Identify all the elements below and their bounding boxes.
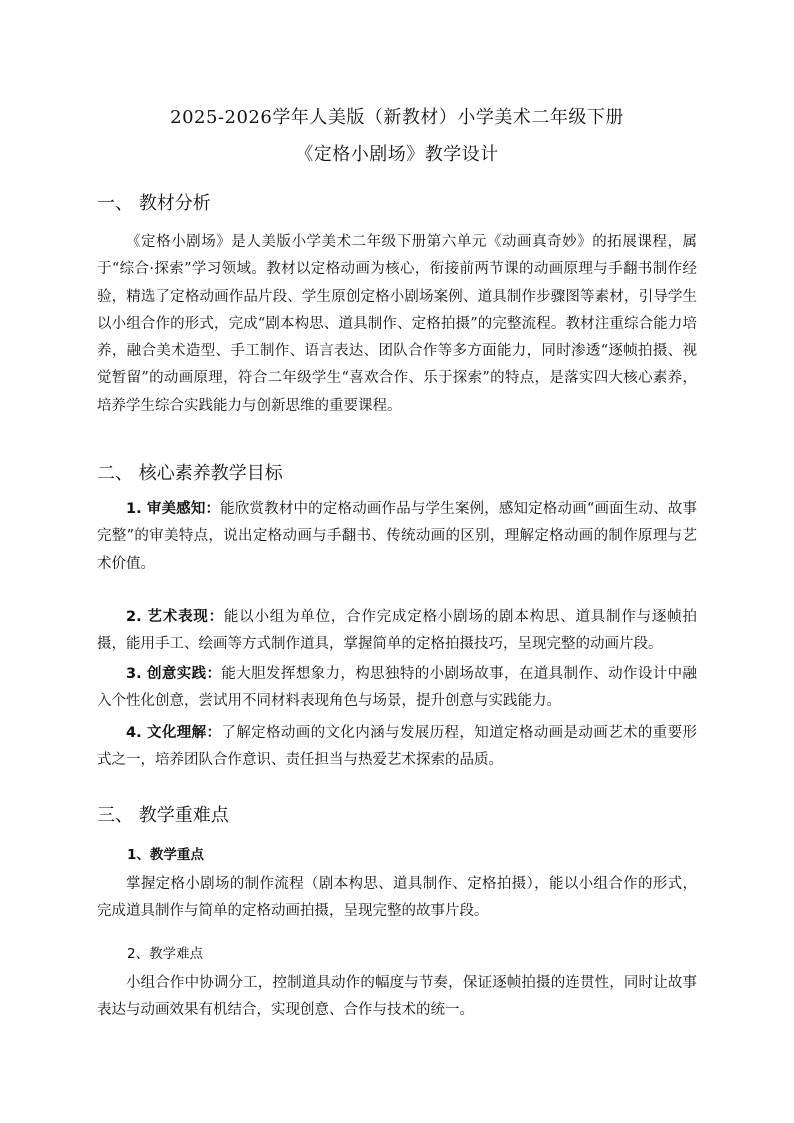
goal-culture	[97, 720, 697, 775]
goal-expression	[97, 604, 697, 659]
difficulty-text: 小组合作中协调分工，控制道具动作的幅度与节奏，保证逐帧拍摄的连贯性，同时让故事表达与动画效果有机结合，实现创意、合作与技术的统一。	[97, 975, 697, 1019]
goal-text: 了解定格动画的文化内涵与发展历程，知道定格动画是动画艺术的重要形式之一，培养团队合作意识、责任担当与热爱艺术探索的品质。	[97, 725, 697, 769]
goal-label: 2. 艺术表现：	[126, 609, 224, 625]
goal-label: 1. 审美感知：	[126, 501, 221, 517]
section1-paragraph: 《定格小剧场》是人美版小学美术二年级下册第六单元《动画真奇妙》的拓展课程，属于“综合·探索”学习领域。教材以定格动画为核心，衔接前两节课的动画原理与手翻书制作经验，精选了定格动画作品片段、学生原创定格小剧场案例、道具制作步骤图等素材，引导学生以小组合作的形式，完成“剧本构思、道具制作、定格拍摄”的完整流程。教材注重综合能力培养，融合美术造型、手工制作、语言表达、团队合作等多方面能力，同时渗透“逐帧拍摄、视觉暂留”的动画原理，符合二年级学生“喜欢合作、乐于探索”的特点，是落实四大核心素养，培养学生综合实践能力与创新思维的重要课程。	[97, 234, 697, 414]
goal-label: 3. 创意实践：	[126, 666, 222, 682]
key-point-heading: 1、教学重点	[127, 847, 204, 863]
section1-heading: 一、 教材分析	[97, 193, 211, 214]
section2-heading: 二、 核心素养教学目标	[97, 463, 283, 484]
goal-label: 4. 文化理解：	[126, 725, 222, 741]
goal-text: 能大胆发挥想象力，构思独特的小剧场故事，在道具制作、动作设计中融入个性化创意，尝试用不同材料表现角色与场景，提升创意与实践能力。	[97, 666, 697, 710]
goal-text: 能欣赏教材中的定格动画作品与学生案例，感知定格动画“画面生动、故事完整”的审美特点，说出定格动画与手翻书、传统动画的区别，理解定格动画的制作原理与艺术价值。	[97, 501, 697, 572]
section3-heading: 三、 教学重难点	[97, 805, 229, 826]
difficulty-heading: 2、教学难点	[127, 946, 204, 962]
goal-text: 能以小组为单位，合作完成定格小剧场的剧本构思、道具制作与逐帧拍摄，能用手工、绘画等方式制作道具，掌握简单的定格拍摄技巧，呈现完整的动画片段。	[97, 609, 697, 653]
document-title-line2: 《定格小剧场》教学设计	[295, 144, 499, 165]
goal-creativity	[97, 661, 697, 716]
document-title-line1: 2025-2026学年人美版（新教材）小学美术二年级下册	[170, 107, 624, 128]
key-point-text: 掌握定格小剧场的制作流程（剧本构思、道具制作、定格拍摄），能以小组合作的形式，完成道具制作与简单的定格动画拍摄，呈现完整的故事片段。	[97, 876, 697, 920]
goal-aesthetic	[97, 496, 697, 578]
